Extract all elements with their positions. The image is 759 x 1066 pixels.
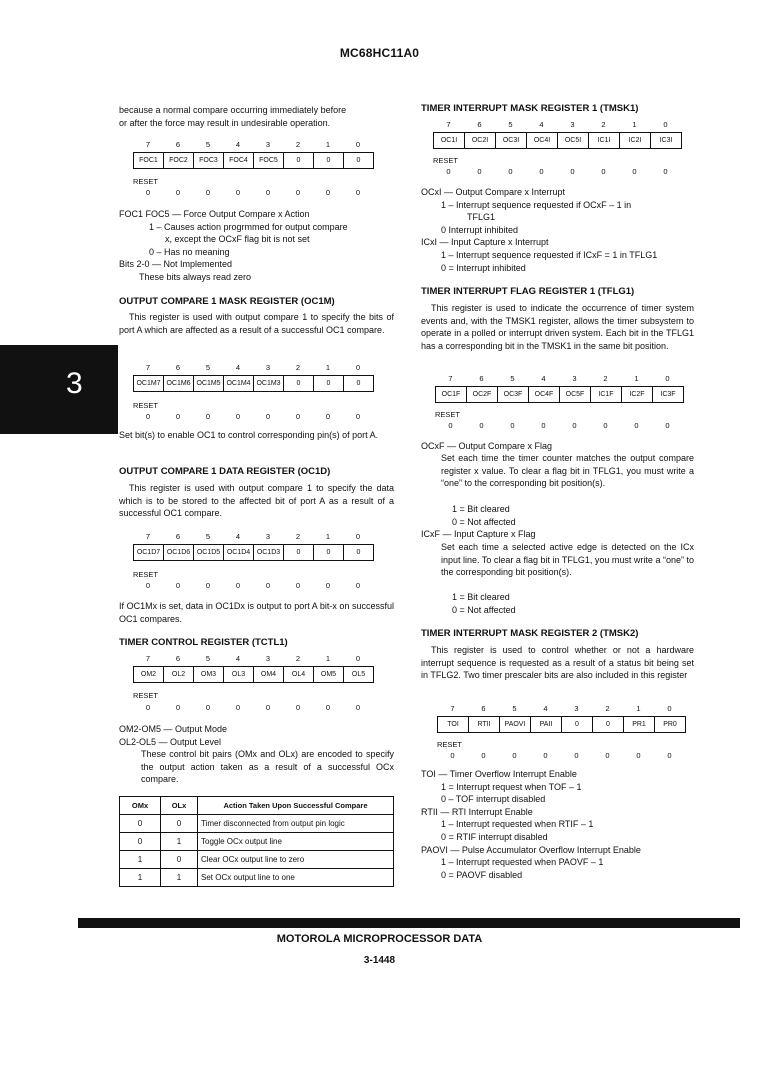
register-cells bbox=[133, 152, 374, 169]
register-bit: OC4F bbox=[529, 387, 560, 402]
register-bit: OC5F bbox=[560, 387, 591, 402]
reset-value: 0 bbox=[512, 751, 517, 760]
register-bit: TOI bbox=[438, 717, 469, 732]
reset-values bbox=[433, 167, 681, 176]
register-bit: OC1I bbox=[434, 133, 465, 148]
bit-number: 7 bbox=[145, 140, 151, 149]
desc-line: Bits 2-0 — Not Implemented bbox=[119, 259, 233, 270]
register-bit: OC1D5 bbox=[194, 545, 224, 560]
reset-label: RESET bbox=[133, 401, 159, 410]
reset-value: 0 bbox=[355, 703, 361, 712]
bit-number: 1 bbox=[632, 120, 637, 129]
table-cell: 0 bbox=[120, 815, 161, 833]
reset-label: RESET bbox=[133, 691, 159, 700]
desc-line: OL2-OL5 — Output Level bbox=[119, 736, 222, 747]
reset-value: 0 bbox=[450, 751, 455, 760]
section-heading-oc1d: OUTPUT COMPARE 1 DATA REGISTER (OC1D) bbox=[119, 466, 331, 477]
reset-values bbox=[133, 412, 373, 421]
bit-number: 0 bbox=[355, 363, 361, 372]
bit-number: 1 bbox=[325, 140, 331, 149]
desc-line: x, except the OCxF flag bit is not set bbox=[165, 234, 310, 245]
desc-line: ICxI — Input Capture x Interrupt bbox=[421, 237, 549, 248]
bit-number: 5 bbox=[512, 704, 517, 713]
bit-number: 4 bbox=[541, 374, 546, 383]
tmsk2-description bbox=[421, 768, 694, 881]
table-row bbox=[120, 833, 394, 851]
register-bit: OC1M3 bbox=[254, 376, 284, 391]
register-bit: OC2F bbox=[467, 387, 498, 402]
table-cell: 1 bbox=[161, 833, 198, 851]
reset-value: 0 bbox=[265, 703, 271, 712]
intro-paragraph bbox=[119, 104, 394, 129]
page-header-title: MC68HC11A0 bbox=[339, 46, 420, 60]
bit-number: 3 bbox=[265, 363, 271, 372]
reset-value: 0 bbox=[510, 421, 515, 430]
bit-numbers bbox=[437, 704, 685, 713]
bit-number: 2 bbox=[605, 704, 610, 713]
bit-number: 2 bbox=[295, 654, 301, 663]
register-cells bbox=[435, 386, 684, 403]
table-cell: Toggle OCx output line bbox=[198, 833, 394, 851]
register-bit: IC2I bbox=[620, 133, 651, 148]
reset-value: 0 bbox=[632, 167, 637, 176]
bit-number: 0 bbox=[665, 374, 670, 383]
register-bit: OC1M6 bbox=[164, 376, 194, 391]
bit-number: 3 bbox=[265, 140, 271, 149]
oc1m-note: Set bit(s) to enable OC1 to control corresponding pin(s) of port A. bbox=[119, 430, 379, 440]
reset-value: 0 bbox=[603, 421, 608, 430]
desc-line: 0 = PAOVF disabled bbox=[441, 869, 523, 880]
register-bit: OC1D4 bbox=[224, 545, 254, 560]
bit-number: 2 bbox=[295, 532, 301, 541]
register-bit: 0 bbox=[314, 153, 344, 168]
register-bit: FOC5 bbox=[254, 153, 284, 168]
register-bit: 0 bbox=[356, 549, 361, 556]
value-line: 0 = Not affected bbox=[452, 516, 516, 527]
bit-number: 7 bbox=[448, 374, 453, 383]
bit-number: 5 bbox=[205, 140, 211, 149]
reset-value: 0 bbox=[477, 167, 482, 176]
register-bit: FOC1 bbox=[134, 153, 164, 168]
bit-number: 4 bbox=[235, 140, 241, 149]
bit-number: 7 bbox=[450, 704, 455, 713]
tmsk2-paragraph: This register is used to control whether or not a hardware interrupt sequence is requested as a result of a status bit being set in TFLG2. Two timer prescaler bits are also included in this register bbox=[421, 645, 694, 681]
reset-value: 0 bbox=[325, 188, 331, 197]
desc-line: 1 = Interrupt request when TOF – 1 bbox=[441, 781, 582, 792]
column-header: OMx bbox=[120, 797, 161, 815]
reset-value: 0 bbox=[355, 188, 361, 197]
oc1d-note: If OC1Mx is set, data in OC1Dx is output to port A bit-x on successful OC1 compares. bbox=[119, 601, 394, 624]
reset-value: 0 bbox=[205, 188, 211, 197]
register-cells bbox=[133, 375, 374, 392]
oc1m-paragraph: This register is used with output compare 1 to specify the bits of port A which are affected as a result of a successful OC1 compare. bbox=[119, 312, 394, 335]
column-header: Action Taken Upon Successful Compare bbox=[198, 797, 394, 815]
tctl1-description bbox=[119, 723, 394, 748]
table-row bbox=[120, 815, 394, 833]
table-cell: 1 bbox=[161, 869, 198, 887]
reset-label: RESET bbox=[437, 740, 463, 749]
reset-value: 0 bbox=[235, 703, 241, 712]
reset-value: 0 bbox=[175, 581, 181, 590]
bit-number: 1 bbox=[325, 654, 331, 663]
reset-value: 0 bbox=[605, 751, 610, 760]
reset-value: 0 bbox=[295, 188, 301, 197]
bit-number: 3 bbox=[265, 654, 271, 663]
register-bit: IC1I bbox=[589, 133, 620, 148]
reset-value: 0 bbox=[355, 581, 361, 590]
tflg1-paragraph: This register is used to indicate the occurrence of timer system events and, with the TMSK1 register, allows the timer subsystem to operate in a polled or interrupt driven system. Each bit in the TFLG1 has a corresponding bit in the TMSK1 in the same bit position. bbox=[421, 303, 694, 351]
bit-numbers bbox=[133, 654, 373, 663]
register-bit: OM5 bbox=[314, 667, 344, 682]
desc-line: PAOVI — Pulse Accumulator Overflow Interrupt Enable bbox=[421, 844, 641, 855]
desc-line: 0 – TOF interrupt disabled bbox=[441, 794, 546, 805]
bit-number: 6 bbox=[175, 363, 181, 372]
reset-value: 0 bbox=[175, 412, 181, 421]
bit-number: 4 bbox=[235, 363, 241, 372]
desc-line: 0 Interrupt inhibited bbox=[441, 224, 519, 235]
desc-line: RTII — RTI Interrupt Enable bbox=[421, 806, 533, 817]
register-bit: OM2 bbox=[134, 667, 164, 682]
bit-number: 7 bbox=[145, 532, 151, 541]
section-tab bbox=[0, 345, 118, 434]
register-bit: OC1D7 bbox=[134, 545, 164, 560]
reset-value: 0 bbox=[667, 751, 672, 760]
reset-value: 0 bbox=[265, 412, 271, 421]
page-number: 3-1448 bbox=[363, 955, 396, 966]
register-bit: OC1D3 bbox=[254, 545, 284, 560]
foc-description bbox=[119, 208, 394, 284]
bit-number: 7 bbox=[446, 120, 451, 129]
section-heading-tmsk1: TIMER INTERRUPT MASK REGISTER 1 (TMSK1) bbox=[421, 103, 639, 114]
reset-value: 0 bbox=[145, 581, 151, 590]
table-cell: 1 bbox=[120, 869, 161, 887]
bit-number: 4 bbox=[235, 654, 241, 663]
register-bit: 0 bbox=[356, 380, 361, 387]
table-cell: 1 bbox=[120, 851, 161, 869]
register-bit: OC1M7 bbox=[134, 376, 164, 391]
bit-number: 1 bbox=[325, 363, 331, 372]
table-cell: Timer disconnected from output pin logic bbox=[198, 815, 394, 833]
reset-value: 0 bbox=[205, 412, 211, 421]
register-bit: FOC4 bbox=[224, 153, 254, 168]
reset-label: RESET bbox=[133, 177, 159, 186]
table-cell: 0 bbox=[161, 815, 198, 833]
reset-value: 0 bbox=[479, 421, 484, 430]
reset-value: 0 bbox=[572, 421, 577, 430]
bit-number: 2 bbox=[601, 120, 606, 129]
bit-number: 7 bbox=[145, 654, 151, 663]
ocxf-paragraph: Set each time the timer counter matches the output compare register x value. To clear a flag bit in TFLG1, you must write a “one” to the corresponding bit position(s). bbox=[441, 453, 694, 489]
reset-value: 0 bbox=[634, 421, 639, 430]
value-line: 0 = Not affected bbox=[452, 604, 516, 615]
reset-values bbox=[437, 751, 685, 760]
bit-number: 0 bbox=[663, 120, 668, 129]
table-row bbox=[120, 869, 394, 887]
bit-number: 5 bbox=[205, 532, 211, 541]
reset-value: 0 bbox=[145, 703, 151, 712]
bit-number: 6 bbox=[175, 140, 181, 149]
reset-value: 0 bbox=[265, 188, 271, 197]
reset-values bbox=[435, 421, 683, 430]
table-cell: 0 bbox=[120, 833, 161, 851]
reset-value: 0 bbox=[574, 751, 579, 760]
reset-value: 0 bbox=[235, 412, 241, 421]
register-bit: 0 bbox=[562, 717, 593, 732]
reset-value: 0 bbox=[325, 703, 331, 712]
bit-number: 2 bbox=[295, 140, 301, 149]
desc-line: 0 = RTIF interrupt disabled bbox=[441, 831, 548, 842]
bit-number: 2 bbox=[295, 363, 301, 372]
desc-line: 1 – Interrupt sequence requested if OCxF – 1 in bbox=[441, 199, 632, 210]
bit-number: 6 bbox=[477, 120, 482, 129]
register-cells bbox=[437, 716, 686, 733]
desc-line: These bits always read zero bbox=[139, 271, 252, 282]
bit-number: 3 bbox=[570, 120, 575, 129]
table-row bbox=[120, 851, 394, 869]
section-heading-tflg1: TIMER INTERRUPT FLAG REGISTER 1 (TFLG1) bbox=[421, 286, 635, 297]
register-bit: OC1F bbox=[436, 387, 467, 402]
reset-value: 0 bbox=[175, 188, 181, 197]
reset-value: 0 bbox=[295, 412, 301, 421]
reset-value: 0 bbox=[508, 167, 513, 176]
bit-number: 4 bbox=[543, 704, 548, 713]
register-bit: 0 bbox=[593, 717, 624, 732]
table-cell: 0 bbox=[161, 851, 198, 869]
bit-number: 5 bbox=[205, 654, 211, 663]
desc-line: OM2-OM5 — Output Mode bbox=[119, 724, 228, 734]
bit-number: 3 bbox=[574, 704, 579, 713]
section-tab-number: 3 bbox=[66, 367, 83, 400]
reset-value: 0 bbox=[543, 751, 548, 760]
bit-number: 2 bbox=[603, 374, 608, 383]
register-bit: 0 bbox=[314, 545, 344, 560]
register-bit: 0 bbox=[356, 157, 361, 164]
bit-number: 3 bbox=[265, 532, 271, 541]
bit-numbers bbox=[133, 140, 373, 149]
desc-line: OCxI — Output Compare x Interrupt bbox=[421, 187, 566, 197]
intro-line: because a normal compare occurring immediately before bbox=[119, 105, 347, 115]
footer-title: MOTOROLA MICROPROCESSOR DATA bbox=[276, 933, 483, 945]
reset-value: 0 bbox=[205, 581, 211, 590]
reset-value: 0 bbox=[265, 581, 271, 590]
register-bit: 0 bbox=[284, 545, 314, 560]
reset-values bbox=[133, 188, 373, 197]
desc-line: FOC1 FOC5 — Force Output Compare x Action bbox=[119, 209, 310, 219]
reset-label: RESET bbox=[433, 156, 459, 165]
bit-number: 0 bbox=[355, 532, 361, 541]
section-heading-tmsk2: TIMER INTERRUPT MASK REGISTER 2 (TMSK2) bbox=[421, 628, 639, 639]
reset-value: 0 bbox=[205, 703, 211, 712]
reset-value: 0 bbox=[325, 581, 331, 590]
register-bit: OL3 bbox=[224, 667, 254, 682]
bit-numbers bbox=[133, 363, 373, 372]
tctl1-paragraph: These control bit pairs (OMx and OLx) are encoded to specify the output action taken as a result of a successful OCx compare. bbox=[141, 749, 394, 785]
register-bit: OC5I bbox=[558, 133, 589, 148]
bit-number: 0 bbox=[355, 140, 361, 149]
register-bit: OL4 bbox=[284, 667, 314, 682]
reset-value: 0 bbox=[481, 751, 486, 760]
register-bit: PR1 bbox=[624, 717, 655, 732]
tmsk1-description bbox=[421, 186, 694, 274]
bit-number: 1 bbox=[636, 704, 641, 713]
register-bit: OC1M5 bbox=[194, 376, 224, 391]
reset-value: 0 bbox=[636, 751, 641, 760]
reset-values bbox=[133, 581, 373, 590]
desc-line: 1 – Causes action progrmmed for output compare bbox=[149, 221, 348, 232]
icxf-paragraph: Set each time a selected active edge is detected on the ICx input line. To clear a flag bit in TFLG1, you must write a “one” to the corresponding bit position(s). bbox=[441, 542, 694, 578]
register-bit: 0 bbox=[314, 376, 344, 391]
reset-value: 0 bbox=[145, 412, 151, 421]
table-cell: Set OCx output line to one bbox=[198, 869, 394, 887]
register-cells bbox=[133, 666, 374, 683]
reset-value: 0 bbox=[601, 167, 606, 176]
ocxf-heading: OCxF — Output Compare x Flag bbox=[421, 441, 553, 451]
bit-number: 4 bbox=[539, 120, 544, 129]
register-bit: OC1M4 bbox=[224, 376, 254, 391]
value-line: 1 = Bit cleared bbox=[452, 504, 510, 514]
icxf-values bbox=[421, 591, 694, 616]
icxf-heading: ICxF — Input Capture x Flag bbox=[421, 529, 536, 539]
reset-label: RESET bbox=[435, 410, 461, 419]
bit-number: 1 bbox=[325, 532, 331, 541]
reset-value: 0 bbox=[295, 703, 301, 712]
bit-number: 5 bbox=[508, 120, 513, 129]
register-bit: 0 bbox=[284, 376, 314, 391]
bit-number: 4 bbox=[235, 532, 241, 541]
register-bit: IC1F bbox=[591, 387, 622, 402]
bit-number: 3 bbox=[572, 374, 577, 383]
register-bit: PAOVI bbox=[500, 717, 531, 732]
bit-number: 0 bbox=[667, 704, 672, 713]
desc-line: 1 – Interrupt sequence requested if ICxF = 1 in TFLG1 bbox=[441, 249, 658, 260]
ocxf-values bbox=[421, 503, 694, 528]
reset-value: 0 bbox=[355, 412, 361, 421]
bit-numbers bbox=[433, 120, 681, 129]
bit-number: 6 bbox=[175, 654, 181, 663]
bit-number: 5 bbox=[205, 363, 211, 372]
reset-value: 0 bbox=[145, 188, 151, 197]
reset-value: 0 bbox=[295, 581, 301, 590]
register-bit: FOC3 bbox=[194, 153, 224, 168]
table-cell: Clear OCx output line to zero bbox=[198, 851, 394, 869]
desc-line: 0 – Has no meaning bbox=[149, 246, 230, 257]
register-bit: OC1D6 bbox=[164, 545, 194, 560]
register-bit: RTII bbox=[469, 717, 500, 732]
desc-line: TFLG1 bbox=[467, 212, 496, 223]
reset-value: 0 bbox=[539, 167, 544, 176]
bit-numbers bbox=[133, 532, 373, 541]
reset-value: 0 bbox=[570, 167, 575, 176]
register-bit: 0 bbox=[284, 153, 314, 168]
value-line: 1 = Bit cleared bbox=[452, 592, 510, 602]
oc1d-paragraph: This register is used with output compare 1 to specify the data which is to be stored to the affected bit of port A as a result of a successful OC1 compare. bbox=[119, 483, 394, 519]
register-bit: OC3F bbox=[498, 387, 529, 402]
desc-line: 1 – Interrupt requested when PAOVF – 1 bbox=[441, 857, 604, 868]
desc-line: 0 = Interrupt inhibited bbox=[441, 262, 526, 273]
register-bit: PR0 bbox=[663, 721, 677, 728]
section-heading-tctl1: TIMER CONTROL REGISTER (TCTL1) bbox=[119, 637, 288, 648]
bit-number: 1 bbox=[634, 374, 639, 383]
reset-value: 0 bbox=[235, 581, 241, 590]
register-bit: FOC2 bbox=[164, 153, 194, 168]
reset-value: 0 bbox=[175, 703, 181, 712]
bit-number: 6 bbox=[481, 704, 486, 713]
bit-number: 7 bbox=[145, 363, 151, 372]
bit-number: 5 bbox=[510, 374, 515, 383]
desc-line: 1 – Interrupt requested when RTIF – 1 bbox=[441, 819, 594, 830]
reset-values bbox=[133, 703, 373, 712]
register-bit: OC4I bbox=[527, 133, 558, 148]
register-bit: OM4 bbox=[254, 667, 284, 682]
bit-number: 0 bbox=[355, 654, 361, 663]
register-bit: OL5 bbox=[351, 671, 366, 678]
reset-value: 0 bbox=[665, 421, 670, 430]
register-bit: OL2 bbox=[164, 667, 194, 682]
register-bit: IC3I bbox=[659, 137, 673, 144]
reset-value: 0 bbox=[541, 421, 546, 430]
register-bit: OC2I bbox=[465, 133, 496, 148]
reset-value: 0 bbox=[235, 188, 241, 197]
register-cells bbox=[133, 544, 374, 561]
register-cells bbox=[433, 132, 682, 149]
table-header-row bbox=[120, 797, 394, 815]
bit-numbers bbox=[435, 374, 683, 383]
reset-label: RESET bbox=[133, 570, 159, 579]
footer-rule bbox=[78, 918, 740, 928]
intro-line: or after the force may result in undesirable operation. bbox=[119, 117, 331, 128]
desc-line: TOI — Timer Overflow Interrupt Enable bbox=[421, 769, 577, 779]
bit-number: 6 bbox=[175, 532, 181, 541]
register-bit: OM3 bbox=[194, 667, 224, 682]
reset-value: 0 bbox=[325, 412, 331, 421]
reset-value: 0 bbox=[663, 167, 668, 176]
register-bit: IC2F bbox=[622, 387, 653, 402]
reset-value: 0 bbox=[446, 167, 451, 176]
register-bit: OC3I bbox=[496, 133, 527, 148]
bit-number: 6 bbox=[479, 374, 484, 383]
section-heading-oc1m: OUTPUT COMPARE 1 MASK REGISTER (OC1M) bbox=[119, 296, 335, 307]
output-action-table bbox=[119, 796, 394, 887]
register-bit: IC3F bbox=[660, 391, 676, 398]
register-bit: PAII bbox=[531, 717, 562, 732]
column-header: OLx bbox=[161, 797, 198, 815]
reset-value: 0 bbox=[448, 421, 453, 430]
